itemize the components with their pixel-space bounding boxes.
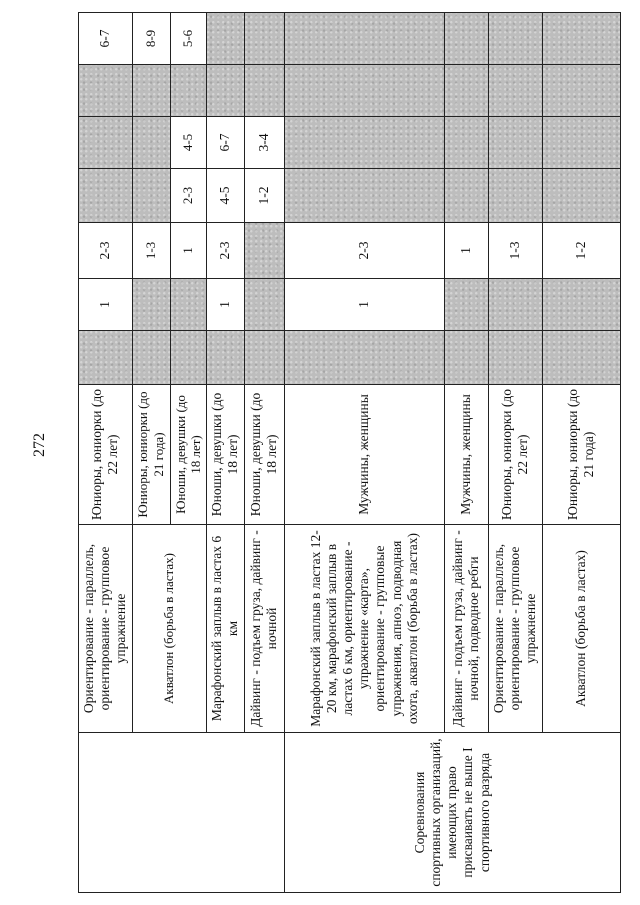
shaded-cell (444, 331, 488, 385)
group-cell: Юниоры, юниорки (до 22 лет) (488, 385, 542, 525)
shaded-cell (542, 13, 620, 65)
shaded-cell (132, 117, 170, 169)
discipline-cell: Ориентирование - параллель, ориентирование - групповое упражнение (488, 525, 542, 733)
value-cell: 1-3 (132, 223, 170, 279)
value-cell: 2-3 (170, 169, 206, 223)
competition-table (78, 12, 621, 893)
discipline-cell: Марафонский заплыв в ластах 12-20 км, марафонский заплыв в ластах 6 км, ориентирование - упражнение «карта», ориентирование - групповые упражнения, апноэ, подводная охота, акватлон (борьба в ластах) (284, 525, 444, 733)
value-cell: 2-3 (284, 223, 444, 279)
discipline-cell: Дайвинг - подъем груза, дайвинг - ночной, подводное ребги (444, 525, 488, 733)
shaded-cell (284, 169, 444, 223)
shaded-cell (132, 65, 170, 117)
value-cell: 6-7 (206, 117, 244, 169)
shaded-cell (170, 65, 206, 117)
empty-category-cell (79, 733, 285, 893)
shaded-cell (444, 65, 488, 117)
value-cell: 1 (79, 279, 133, 331)
shaded-cell (542, 117, 620, 169)
shaded-cell (170, 279, 206, 331)
value-cell: 1 (444, 223, 488, 279)
group-cell: Мужчины, женщины (444, 385, 488, 525)
shaded-cell (488, 117, 542, 169)
shaded-cell (170, 331, 206, 385)
group-cell: Юноши, девушки (до 18 лет) (206, 385, 244, 525)
value-cell: 5-6 (170, 13, 206, 65)
group-cell: Юниоры, юниорки (до 22 лет) (79, 385, 133, 525)
shaded-cell (206, 65, 244, 117)
table-row (284, 13, 444, 893)
shaded-cell (132, 331, 170, 385)
discipline-cell: Акватлон (борьба в ластах) (132, 525, 206, 733)
shaded-cell (79, 169, 133, 223)
value-cell: 2-3 (206, 223, 244, 279)
shaded-cell (444, 13, 488, 65)
shaded-cell (244, 223, 284, 279)
group-cell: Юниоры, юниорки (до 21 года) (132, 385, 170, 525)
shaded-cell (488, 13, 542, 65)
value-cell: 6-7 (79, 13, 133, 65)
value-cell: 4-5 (170, 117, 206, 169)
shaded-cell (244, 65, 284, 117)
group-cell: Мужчины, женщины (284, 385, 444, 525)
category-label: Соревнования спортивных организаций, имеющих право присваивать не выше I спортивного разряда (284, 733, 620, 893)
shaded-cell (444, 279, 488, 331)
value-cell: 1-2 (542, 223, 620, 279)
rotated-table-wrapper (78, 13, 618, 893)
value-cell: 1 (206, 279, 244, 331)
group-cell: Юниоры, юниорки (до 21 года) (542, 385, 620, 525)
shaded-cell (488, 65, 542, 117)
shaded-cell (206, 13, 244, 65)
shaded-cell (132, 169, 170, 223)
shaded-cell (444, 117, 488, 169)
discipline-cell: Ориентирование - параллель, ориентирование - групповое упражнение (79, 525, 133, 733)
table-row (79, 13, 133, 893)
shaded-cell (284, 13, 444, 65)
shaded-cell (206, 331, 244, 385)
shaded-cell (488, 279, 542, 331)
value-cell: 1-2 (244, 169, 284, 223)
page-number: 272 (31, 433, 48, 457)
value-cell: 3-4 (244, 117, 284, 169)
shaded-cell (444, 169, 488, 223)
value-cell: 8-9 (132, 13, 170, 65)
group-cell: Юноши, девушки (до 18 лет) (244, 385, 284, 525)
shaded-cell (79, 117, 133, 169)
value-cell: 4-5 (206, 169, 244, 223)
shaded-cell (132, 279, 170, 331)
shaded-cell (488, 331, 542, 385)
shaded-cell (488, 169, 542, 223)
value-cell: 1 (170, 223, 206, 279)
shaded-cell (284, 65, 444, 117)
value-cell: 1 (284, 279, 444, 331)
discipline-cell: Дайвинг - подъем груза, дайвинг - ночной (244, 525, 284, 733)
shaded-cell (244, 13, 284, 65)
group-cell: Юноши, девушки (до 18 лет) (170, 385, 206, 525)
shaded-cell (542, 279, 620, 331)
shaded-cell (542, 331, 620, 385)
value-cell: 1-3 (488, 223, 542, 279)
shaded-cell (79, 331, 133, 385)
shaded-cell (79, 65, 133, 117)
shaded-cell (542, 65, 620, 117)
shaded-cell (284, 117, 444, 169)
shaded-cell (244, 279, 284, 331)
value-cell: 2-3 (79, 223, 133, 279)
discipline-cell: Марафонский заплыв в ластах 6 км (206, 525, 244, 733)
discipline-cell: Акватлон (борьба в ластах) (542, 525, 620, 733)
shaded-cell (284, 331, 444, 385)
shaded-cell (244, 331, 284, 385)
shaded-cell (542, 169, 620, 223)
